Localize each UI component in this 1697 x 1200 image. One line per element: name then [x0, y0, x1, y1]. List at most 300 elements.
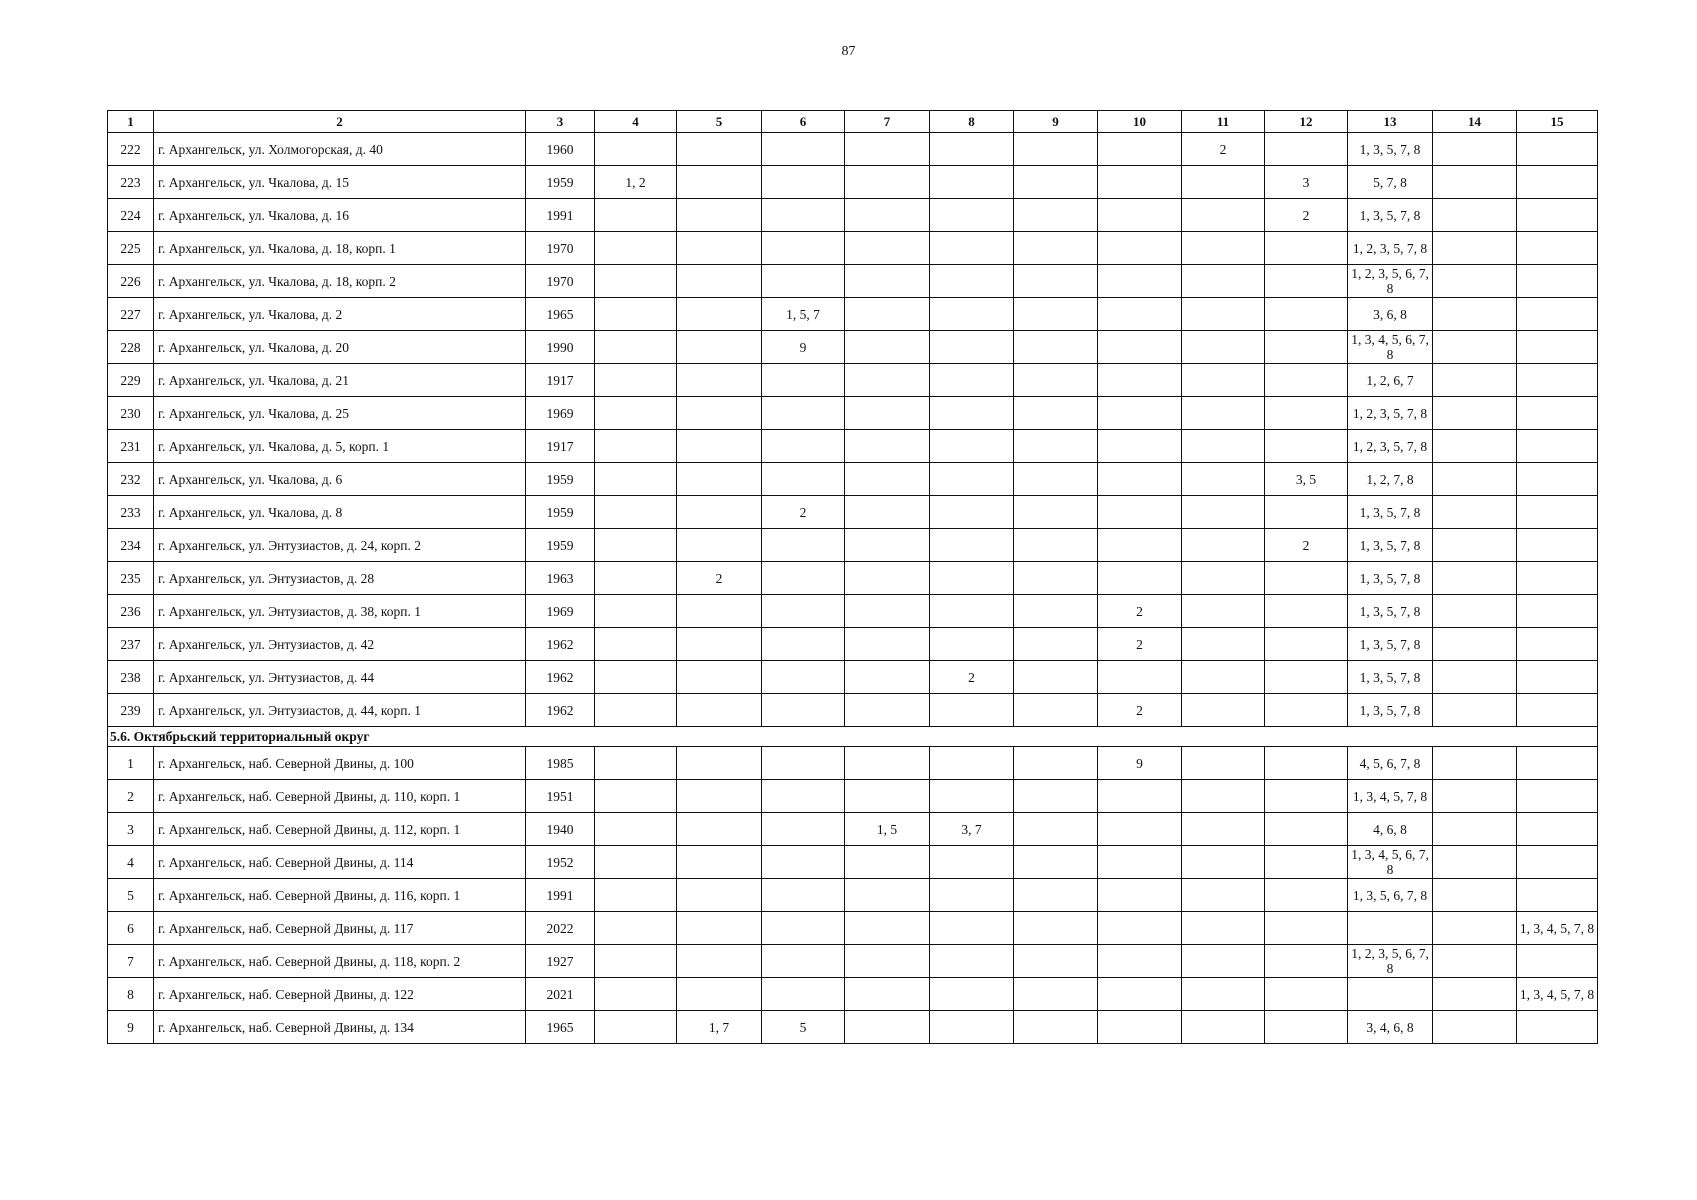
- value-cell-col11: [1182, 397, 1265, 430]
- table-row: [108, 529, 1598, 562]
- value-cell-col6: 2: [762, 496, 845, 529]
- value-cell-col7: [845, 364, 930, 397]
- value-cell-col7: [845, 912, 930, 945]
- value-cell-col10: [1098, 463, 1182, 496]
- year-cell: 1959: [526, 463, 595, 496]
- row-number-cell: 225: [108, 232, 154, 265]
- column-header: 14: [1433, 111, 1517, 133]
- value-cell-col13: 4, 5, 6, 7, 8: [1348, 747, 1433, 780]
- table-row: [108, 628, 1598, 661]
- value-cell-col4: [595, 694, 677, 727]
- value-cell-col11: [1182, 232, 1265, 265]
- year-cell: 1959: [526, 496, 595, 529]
- value-cell-col10: 2: [1098, 628, 1182, 661]
- value-cell-col13: 1, 2, 3, 5, 7, 8: [1348, 397, 1433, 430]
- value-cell-col9: [1014, 1011, 1098, 1044]
- table-row: [108, 430, 1598, 463]
- value-cell-col13: [1348, 978, 1433, 1011]
- value-cell-col9: [1014, 430, 1098, 463]
- table-row: [108, 265, 1598, 298]
- value-cell-col9: [1014, 912, 1098, 945]
- value-cell-col7: [845, 945, 930, 978]
- year-cell: 1970: [526, 265, 595, 298]
- value-cell-col5: [677, 879, 762, 912]
- value-cell-col6: [762, 628, 845, 661]
- value-cell-col5: [677, 529, 762, 562]
- value-cell-col8: [930, 199, 1014, 232]
- address-cell: г. Архангельск, ул. Чкалова, д. 6: [154, 463, 526, 496]
- value-cell-col13: [1348, 912, 1433, 945]
- table-row: [108, 978, 1598, 1011]
- table-row: [108, 595, 1598, 628]
- value-cell-col10: [1098, 232, 1182, 265]
- value-cell-col8: [930, 879, 1014, 912]
- value-cell-col7: [845, 331, 930, 364]
- row-number-cell: 232: [108, 463, 154, 496]
- address-cell: г. Архангельск, ул. Чкалова, д. 16: [154, 199, 526, 232]
- value-cell-col14: [1433, 496, 1517, 529]
- value-cell-col5: [677, 265, 762, 298]
- value-cell-col5: [677, 364, 762, 397]
- value-cell-col13: 1, 3, 5, 7, 8: [1348, 694, 1433, 727]
- address-cell: г. Архангельск, ул. Чкалова, д. 18, корп. 1: [154, 232, 526, 265]
- value-cell-col14: [1433, 562, 1517, 595]
- row-number-cell: 237: [108, 628, 154, 661]
- value-cell-col9: [1014, 780, 1098, 813]
- value-cell-col9: [1014, 265, 1098, 298]
- value-cell-col14: [1433, 595, 1517, 628]
- value-cell-col14: [1433, 463, 1517, 496]
- value-cell-col5: [677, 232, 762, 265]
- value-cell-col8: [930, 133, 1014, 166]
- value-cell-col4: [595, 879, 677, 912]
- value-cell-col15: [1517, 879, 1598, 912]
- address-cell: г. Архангельск, ул. Чкалова, д. 15: [154, 166, 526, 199]
- value-cell-col6: [762, 595, 845, 628]
- address-cell: г. Архангельск, ул. Чкалова, д. 20: [154, 331, 526, 364]
- value-cell-col11: [1182, 199, 1265, 232]
- row-number-cell: 8: [108, 978, 154, 1011]
- value-cell-col15: [1517, 397, 1598, 430]
- table-row: [108, 166, 1598, 199]
- year-cell: 1990: [526, 331, 595, 364]
- value-cell-col15: [1517, 232, 1598, 265]
- year-cell: 1951: [526, 780, 595, 813]
- section-header-row: [108, 727, 1598, 747]
- value-cell-col10: [1098, 430, 1182, 463]
- value-cell-col4: 1, 2: [595, 166, 677, 199]
- year-cell: 1917: [526, 430, 595, 463]
- value-cell-col15: [1517, 813, 1598, 846]
- value-cell-col10: [1098, 912, 1182, 945]
- value-cell-col7: [845, 747, 930, 780]
- table-row: [108, 298, 1598, 331]
- value-cell-col6: [762, 813, 845, 846]
- year-cell: 1962: [526, 661, 595, 694]
- value-cell-col12: 3: [1265, 166, 1348, 199]
- value-cell-col15: [1517, 1011, 1598, 1044]
- value-cell-col8: [930, 298, 1014, 331]
- value-cell-col10: [1098, 562, 1182, 595]
- table-row: [108, 879, 1598, 912]
- value-cell-col4: [595, 397, 677, 430]
- value-cell-col7: [845, 298, 930, 331]
- table-row: [108, 780, 1598, 813]
- value-cell-col9: [1014, 595, 1098, 628]
- value-cell-col15: [1517, 331, 1598, 364]
- row-number-cell: 226: [108, 265, 154, 298]
- year-cell: 1959: [526, 529, 595, 562]
- value-cell-col11: 2: [1182, 133, 1265, 166]
- value-cell-col12: [1265, 945, 1348, 978]
- year-cell: 1963: [526, 562, 595, 595]
- value-cell-col6: 5: [762, 1011, 845, 1044]
- column-header: 12: [1265, 111, 1348, 133]
- year-cell: 1940: [526, 813, 595, 846]
- address-cell: г. Архангельск, наб. Северной Двины, д. 122: [154, 978, 526, 1011]
- value-cell-col15: 1, 3, 4, 5, 7, 8: [1517, 912, 1598, 945]
- value-cell-col4: [595, 562, 677, 595]
- value-cell-col11: [1182, 298, 1265, 331]
- value-cell-col9: [1014, 199, 1098, 232]
- value-cell-col12: [1265, 298, 1348, 331]
- value-cell-col7: [845, 879, 930, 912]
- column-header: 5: [677, 111, 762, 133]
- table-row: [108, 747, 1598, 780]
- year-cell: 1965: [526, 298, 595, 331]
- value-cell-col5: [677, 912, 762, 945]
- value-cell-col12: [1265, 496, 1348, 529]
- value-cell-col4: [595, 364, 677, 397]
- value-cell-col10: [1098, 364, 1182, 397]
- value-cell-col15: [1517, 496, 1598, 529]
- value-cell-col15: [1517, 747, 1598, 780]
- value-cell-col15: [1517, 430, 1598, 463]
- table-row: [108, 463, 1598, 496]
- value-cell-col11: [1182, 595, 1265, 628]
- value-cell-col12: [1265, 879, 1348, 912]
- value-cell-col4: [595, 232, 677, 265]
- year-cell: 1952: [526, 846, 595, 879]
- value-cell-col4: [595, 628, 677, 661]
- column-header: 13: [1348, 111, 1433, 133]
- value-cell-col12: [1265, 694, 1348, 727]
- value-cell-col12: [1265, 912, 1348, 945]
- value-cell-col9: [1014, 463, 1098, 496]
- value-cell-col4: [595, 846, 677, 879]
- value-cell-col5: [677, 595, 762, 628]
- value-cell-col11: [1182, 879, 1265, 912]
- value-cell-col7: 1, 5: [845, 813, 930, 846]
- value-cell-col6: [762, 199, 845, 232]
- value-cell-col10: [1098, 265, 1182, 298]
- value-cell-col8: [930, 780, 1014, 813]
- value-cell-col15: [1517, 166, 1598, 199]
- table-row: [108, 397, 1598, 430]
- value-cell-col10: [1098, 298, 1182, 331]
- value-cell-col11: [1182, 628, 1265, 661]
- row-number-cell: 7: [108, 945, 154, 978]
- value-cell-col5: [677, 628, 762, 661]
- value-cell-col11: [1182, 529, 1265, 562]
- address-cell: г. Архангельск, ул. Чкалова, д. 2: [154, 298, 526, 331]
- address-cell: г. Архангельск, наб. Северной Двины, д. 112, корп. 1: [154, 813, 526, 846]
- value-cell-col12: [1265, 364, 1348, 397]
- value-cell-col10: 2: [1098, 694, 1182, 727]
- table-row: [108, 945, 1598, 978]
- value-cell-col12: [1265, 232, 1348, 265]
- value-cell-col6: [762, 529, 845, 562]
- table-body-part2: [108, 747, 1598, 1044]
- value-cell-col7: [845, 780, 930, 813]
- value-cell-col5: [677, 846, 762, 879]
- row-number-cell: 239: [108, 694, 154, 727]
- value-cell-col5: [677, 331, 762, 364]
- value-cell-col14: [1433, 628, 1517, 661]
- value-cell-col14: [1433, 661, 1517, 694]
- value-cell-col7: [845, 978, 930, 1011]
- value-cell-col6: [762, 747, 845, 780]
- value-cell-col5: 1, 7: [677, 1011, 762, 1044]
- value-cell-col10: [1098, 166, 1182, 199]
- address-cell: г. Архангельск, наб. Северной Двины, д. 114: [154, 846, 526, 879]
- value-cell-col6: [762, 364, 845, 397]
- year-cell: 1960: [526, 133, 595, 166]
- year-cell: 1962: [526, 628, 595, 661]
- value-cell-col10: [1098, 661, 1182, 694]
- value-cell-col8: [930, 595, 1014, 628]
- value-cell-col14: [1433, 397, 1517, 430]
- value-cell-col15: [1517, 595, 1598, 628]
- value-cell-col4: [595, 298, 677, 331]
- value-cell-col15: [1517, 463, 1598, 496]
- address-cell: г. Архангельск, ул. Энтузиастов, д. 44: [154, 661, 526, 694]
- address-cell: г. Архангельск, наб. Северной Двины, д. 100: [154, 747, 526, 780]
- value-cell-col9: [1014, 694, 1098, 727]
- column-header: 8: [930, 111, 1014, 133]
- value-cell-col6: [762, 945, 845, 978]
- address-cell: г. Архангельск, наб. Северной Двины, д. 110, корп. 1: [154, 780, 526, 813]
- value-cell-col13: 1, 3, 5, 7, 8: [1348, 628, 1433, 661]
- value-cell-col15: [1517, 364, 1598, 397]
- row-number-cell: 2: [108, 780, 154, 813]
- value-cell-col7: [845, 265, 930, 298]
- value-cell-col12: [1265, 747, 1348, 780]
- value-cell-col14: [1433, 331, 1517, 364]
- value-cell-col13: 1, 3, 5, 7, 8: [1348, 496, 1433, 529]
- value-cell-col7: [845, 232, 930, 265]
- value-cell-col15: [1517, 694, 1598, 727]
- value-cell-col15: [1517, 265, 1598, 298]
- value-cell-col11: [1182, 978, 1265, 1011]
- value-cell-col11: [1182, 364, 1265, 397]
- value-cell-col5: [677, 780, 762, 813]
- section-title: 5.6. Октябрьский территориальный округ: [108, 727, 1598, 747]
- value-cell-col14: [1433, 298, 1517, 331]
- value-cell-col13: 5, 7, 8: [1348, 166, 1433, 199]
- year-cell: 2021: [526, 978, 595, 1011]
- value-cell-col11: [1182, 912, 1265, 945]
- year-cell: 1917: [526, 364, 595, 397]
- value-cell-col4: [595, 780, 677, 813]
- value-cell-col13: 1, 3, 4, 5, 6, 7, 8: [1348, 331, 1433, 364]
- address-cell: г. Архангельск, ул. Чкалова, д. 8: [154, 496, 526, 529]
- value-cell-col12: 2: [1265, 529, 1348, 562]
- table-row: [108, 496, 1598, 529]
- value-cell-col10: [1098, 945, 1182, 978]
- value-cell-col6: [762, 846, 845, 879]
- value-cell-col7: [845, 397, 930, 430]
- year-cell: 1970: [526, 232, 595, 265]
- value-cell-col10: [1098, 199, 1182, 232]
- value-cell-col8: [930, 562, 1014, 595]
- value-cell-col14: [1433, 232, 1517, 265]
- value-cell-col12: [1265, 628, 1348, 661]
- value-cell-col13: 1, 2, 3, 5, 7, 8: [1348, 232, 1433, 265]
- column-header: 1: [108, 111, 154, 133]
- value-cell-col14: [1433, 846, 1517, 879]
- address-cell: г. Архангельск, ул. Чкалова, д. 5, корп. 1: [154, 430, 526, 463]
- value-cell-col7: [845, 430, 930, 463]
- column-header: 15: [1517, 111, 1598, 133]
- value-cell-col5: [677, 496, 762, 529]
- value-cell-col14: [1433, 166, 1517, 199]
- column-header: 9: [1014, 111, 1098, 133]
- value-cell-col11: [1182, 694, 1265, 727]
- value-cell-col6: [762, 166, 845, 199]
- column-number-row: [108, 111, 1598, 133]
- value-cell-col12: [1265, 331, 1348, 364]
- value-cell-col7: [845, 562, 930, 595]
- value-cell-col5: [677, 945, 762, 978]
- value-cell-col11: [1182, 331, 1265, 364]
- value-cell-col13: 1, 3, 4, 5, 6, 7, 8: [1348, 846, 1433, 879]
- value-cell-col6: [762, 694, 845, 727]
- value-cell-col14: [1433, 430, 1517, 463]
- address-cell: г. Архангельск, ул. Чкалова, д. 25: [154, 397, 526, 430]
- value-cell-col6: [762, 463, 845, 496]
- value-cell-col10: [1098, 1011, 1182, 1044]
- value-cell-col4: [595, 463, 677, 496]
- value-cell-col13: 1, 3, 4, 5, 7, 8: [1348, 780, 1433, 813]
- value-cell-col8: [930, 232, 1014, 265]
- row-number-cell: 227: [108, 298, 154, 331]
- value-cell-col5: [677, 298, 762, 331]
- row-number-cell: 238: [108, 661, 154, 694]
- value-cell-col8: [930, 945, 1014, 978]
- value-cell-col10: [1098, 496, 1182, 529]
- value-cell-col9: [1014, 661, 1098, 694]
- table-row: [108, 562, 1598, 595]
- value-cell-col4: [595, 912, 677, 945]
- row-number-cell: 222: [108, 133, 154, 166]
- year-cell: 1927: [526, 945, 595, 978]
- value-cell-col13: 1, 3, 5, 7, 8: [1348, 661, 1433, 694]
- value-cell-col15: [1517, 661, 1598, 694]
- table-row: [108, 694, 1598, 727]
- value-cell-col8: [930, 694, 1014, 727]
- value-cell-col6: [762, 133, 845, 166]
- value-cell-col4: [595, 945, 677, 978]
- table-row: [108, 331, 1598, 364]
- row-number-cell: 3: [108, 813, 154, 846]
- address-cell: г. Архангельск, ул. Чкалова, д. 21: [154, 364, 526, 397]
- row-number-cell: 234: [108, 529, 154, 562]
- value-cell-col10: [1098, 780, 1182, 813]
- value-cell-col5: 2: [677, 562, 762, 595]
- year-cell: 1991: [526, 199, 595, 232]
- value-cell-col4: [595, 529, 677, 562]
- value-cell-col15: [1517, 780, 1598, 813]
- value-cell-col8: [930, 397, 1014, 430]
- table-row: [108, 1011, 1598, 1044]
- register-table: [107, 110, 1598, 1044]
- value-cell-col10: [1098, 846, 1182, 879]
- value-cell-col5: [677, 397, 762, 430]
- table-row: [108, 912, 1598, 945]
- value-cell-col14: [1433, 780, 1517, 813]
- value-cell-col14: [1433, 1011, 1517, 1044]
- row-number-cell: 9: [108, 1011, 154, 1044]
- value-cell-col12: 3, 5: [1265, 463, 1348, 496]
- value-cell-col6: [762, 978, 845, 1011]
- value-cell-col4: [595, 661, 677, 694]
- address-cell: г. Архангельск, ул. Энтузиастов, д. 44, корп. 1: [154, 694, 526, 727]
- value-cell-col7: [845, 661, 930, 694]
- row-number-cell: 231: [108, 430, 154, 463]
- value-cell-col14: [1433, 747, 1517, 780]
- year-cell: 1959: [526, 166, 595, 199]
- value-cell-col11: [1182, 166, 1265, 199]
- value-cell-col15: [1517, 846, 1598, 879]
- value-cell-col5: [677, 978, 762, 1011]
- value-cell-col8: [930, 331, 1014, 364]
- value-cell-col13: 1, 2, 3, 5, 6, 7, 8: [1348, 945, 1433, 978]
- row-number-cell: 6: [108, 912, 154, 945]
- value-cell-col8: 3, 7: [930, 813, 1014, 846]
- value-cell-col12: [1265, 265, 1348, 298]
- value-cell-col15: 1, 3, 4, 5, 7, 8: [1517, 978, 1598, 1011]
- value-cell-col14: [1433, 694, 1517, 727]
- value-cell-col10: [1098, 978, 1182, 1011]
- value-cell-col13: 1, 3, 5, 7, 8: [1348, 133, 1433, 166]
- column-header: 6: [762, 111, 845, 133]
- value-cell-col7: [845, 133, 930, 166]
- value-cell-col7: [845, 846, 930, 879]
- value-cell-col15: [1517, 133, 1598, 166]
- value-cell-col8: [930, 912, 1014, 945]
- value-cell-col5: [677, 133, 762, 166]
- page-number: 87: [841, 44, 856, 59]
- value-cell-col4: [595, 265, 677, 298]
- table-row: [108, 846, 1598, 879]
- value-cell-col13: 1, 3, 5, 7, 8: [1348, 529, 1433, 562]
- value-cell-col5: [677, 199, 762, 232]
- row-number-cell: 233: [108, 496, 154, 529]
- row-number-cell: 224: [108, 199, 154, 232]
- value-cell-col11: [1182, 661, 1265, 694]
- value-cell-col12: [1265, 595, 1348, 628]
- value-cell-col7: [845, 694, 930, 727]
- value-cell-col9: [1014, 232, 1098, 265]
- value-cell-col6: [762, 265, 845, 298]
- value-cell-col14: [1433, 912, 1517, 945]
- value-cell-col15: [1517, 529, 1598, 562]
- value-cell-col8: [930, 978, 1014, 1011]
- value-cell-col5: [677, 813, 762, 846]
- value-cell-col11: [1182, 780, 1265, 813]
- value-cell-col9: [1014, 166, 1098, 199]
